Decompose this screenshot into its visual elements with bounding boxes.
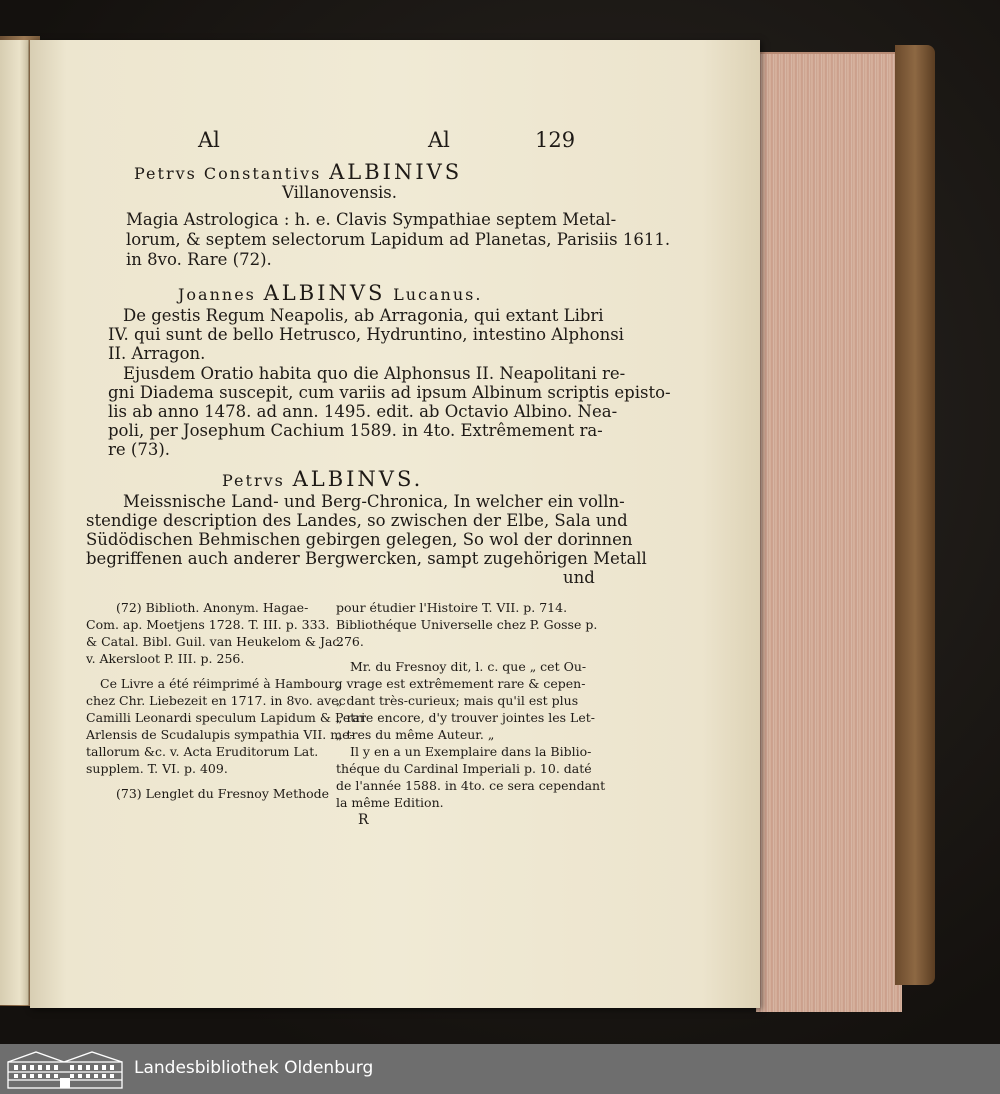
book-page <box>30 40 760 1008</box>
heading-surname: ALBINVS <box>263 281 386 305</box>
footnote-line: pour étudier l'Histoire T. VII. p. 714. <box>336 600 568 615</box>
entry-text-line: begriffenen auch anderer Bergwercken, sampt zugehörigen Metall <box>86 549 647 568</box>
entry-text-line: Südödischen Behmischen gebirgen gelegen, So wol der dorinnen <box>86 530 633 549</box>
footnote-line: Ce Livre a été réimprimé à Hambourg <box>100 676 343 691</box>
signature-mark: R <box>358 812 369 828</box>
entry-text-line: lis ab anno 1478. ad ann. 1495. edit. ab Octavio Albino. Nea- <box>108 402 618 421</box>
page-block-edge <box>756 52 902 1012</box>
footnote-line: Camilli Leonardi speculum Lapidum & Petri <box>86 710 366 725</box>
entry-text-line: IV. qui sunt de bello Hetrusco, Hydruntino, intestino Alphonsi <box>108 325 624 344</box>
entry-text-line: poli, per Josephum Cachium 1589. in 4to. Extrêmement ra- <box>108 421 603 440</box>
entry-text-line: gni Diadema suscepit, cum variis ad ipsum Albinum scriptis episto- <box>108 383 671 402</box>
entry-text-line: re (73). <box>108 440 171 459</box>
footnote-line: Com. ap. Moetjens 1728. T. III. p. 333. <box>86 617 330 632</box>
page-number: 129 <box>535 128 576 152</box>
entry-text-line: Meissnische Land- und Berg-Chronica, In welcher ein volln- <box>123 492 625 511</box>
footnote-line: théque du Cardinal Imperiali p. 10. daté <box>336 761 592 776</box>
library-name: Landesbibliothek Oldenburg <box>134 1058 374 1078</box>
footnote-line: 276. <box>336 634 364 649</box>
footnote-line: la même Edition. <box>336 795 444 810</box>
library-building-icon <box>6 1048 124 1090</box>
entry-text-line: II. Arragon. <box>108 344 206 363</box>
footnote-line: (73) Lenglet du Fresnoy Methode <box>116 786 330 801</box>
running-head-left: Al <box>198 128 220 152</box>
footnote-line: & Catal. Bibl. Guil. van Heukelom & Jac. <box>86 634 344 649</box>
entry-heading <box>134 160 462 184</box>
entry-text-line: De gestis Regum Neapolis, ab Arragonia, qui extant Libri <box>123 306 604 325</box>
footnote-line: v. Akersloot P. III. p. 256. <box>86 651 245 666</box>
heading-origin: Lucanus. <box>393 285 483 304</box>
footnote-line: (72) Biblioth. Anonym. Hagae- <box>116 600 309 615</box>
footnote-line: „ dant très-curieux; mais qu'il est plus <box>336 693 579 708</box>
entry-text-line: stendige description des Landes, so zwischen der Elbe, Sala und <box>86 511 628 530</box>
footnote-line: de l'année 1588. in 4to. ce sera cependant <box>336 778 606 793</box>
entry-heading <box>178 281 482 305</box>
footnote-line: Il y en a un Exemplaire dans la Biblio- <box>350 744 592 759</box>
entry-heading <box>222 467 423 491</box>
entry-text-line: Ejusdem Oratio habita quo die Alphonsus II. Neapolitani re- <box>123 364 626 383</box>
footer-bar <box>0 1044 1000 1094</box>
entry-text-line: in 8vo. Rare (72). <box>126 250 272 269</box>
heading-surname: ALBINIVS <box>329 160 463 184</box>
heading-surname: ALBINVS. <box>292 467 424 491</box>
previous-page-edge <box>0 40 29 1005</box>
footnote-line: „ rare encore, d'y trouver jointes les Let- <box>336 710 595 725</box>
footnote-line: „ vrage est extrêmement rare & cepen- <box>336 676 586 691</box>
running-head-center: Al <box>428 128 450 152</box>
heading-forename: Petrvs Constantivs <box>134 164 322 183</box>
heading-forename: Joannes <box>178 285 256 304</box>
entry-subtitle: Villanovensis. <box>282 183 398 202</box>
footnote-line: Arlensis de Scudalupis sympathia VII. me- <box>86 727 354 742</box>
book-cover-right <box>895 45 935 985</box>
entry-text-line: Magia Astrologica : h. e. Clavis Sympathiae septem Metal- <box>126 210 617 229</box>
footnote-line: „ tres du même Auteur. „ <box>336 727 495 742</box>
entry-text-line: lorum, & septem selectorum Lapidum ad Planetas, Parisiis 1611. <box>126 230 671 249</box>
footnote-line: supplem. T. VI. p. 409. <box>86 761 228 776</box>
footnote-line: chez Chr. Liebezeit en 1717. in 8vo. avec <box>86 693 346 708</box>
footnote-line: Mr. du Fresnoy dit, l. c. que „ cet Ou- <box>350 659 587 674</box>
footnote-line: Bibliothéque Universelle chez P. Gosse p. <box>336 617 598 632</box>
heading-forename: Petrvs <box>222 471 285 490</box>
catchword: und <box>563 568 595 587</box>
footnote-line: tallorum &c. v. Acta Eruditorum Lat. <box>86 744 319 759</box>
